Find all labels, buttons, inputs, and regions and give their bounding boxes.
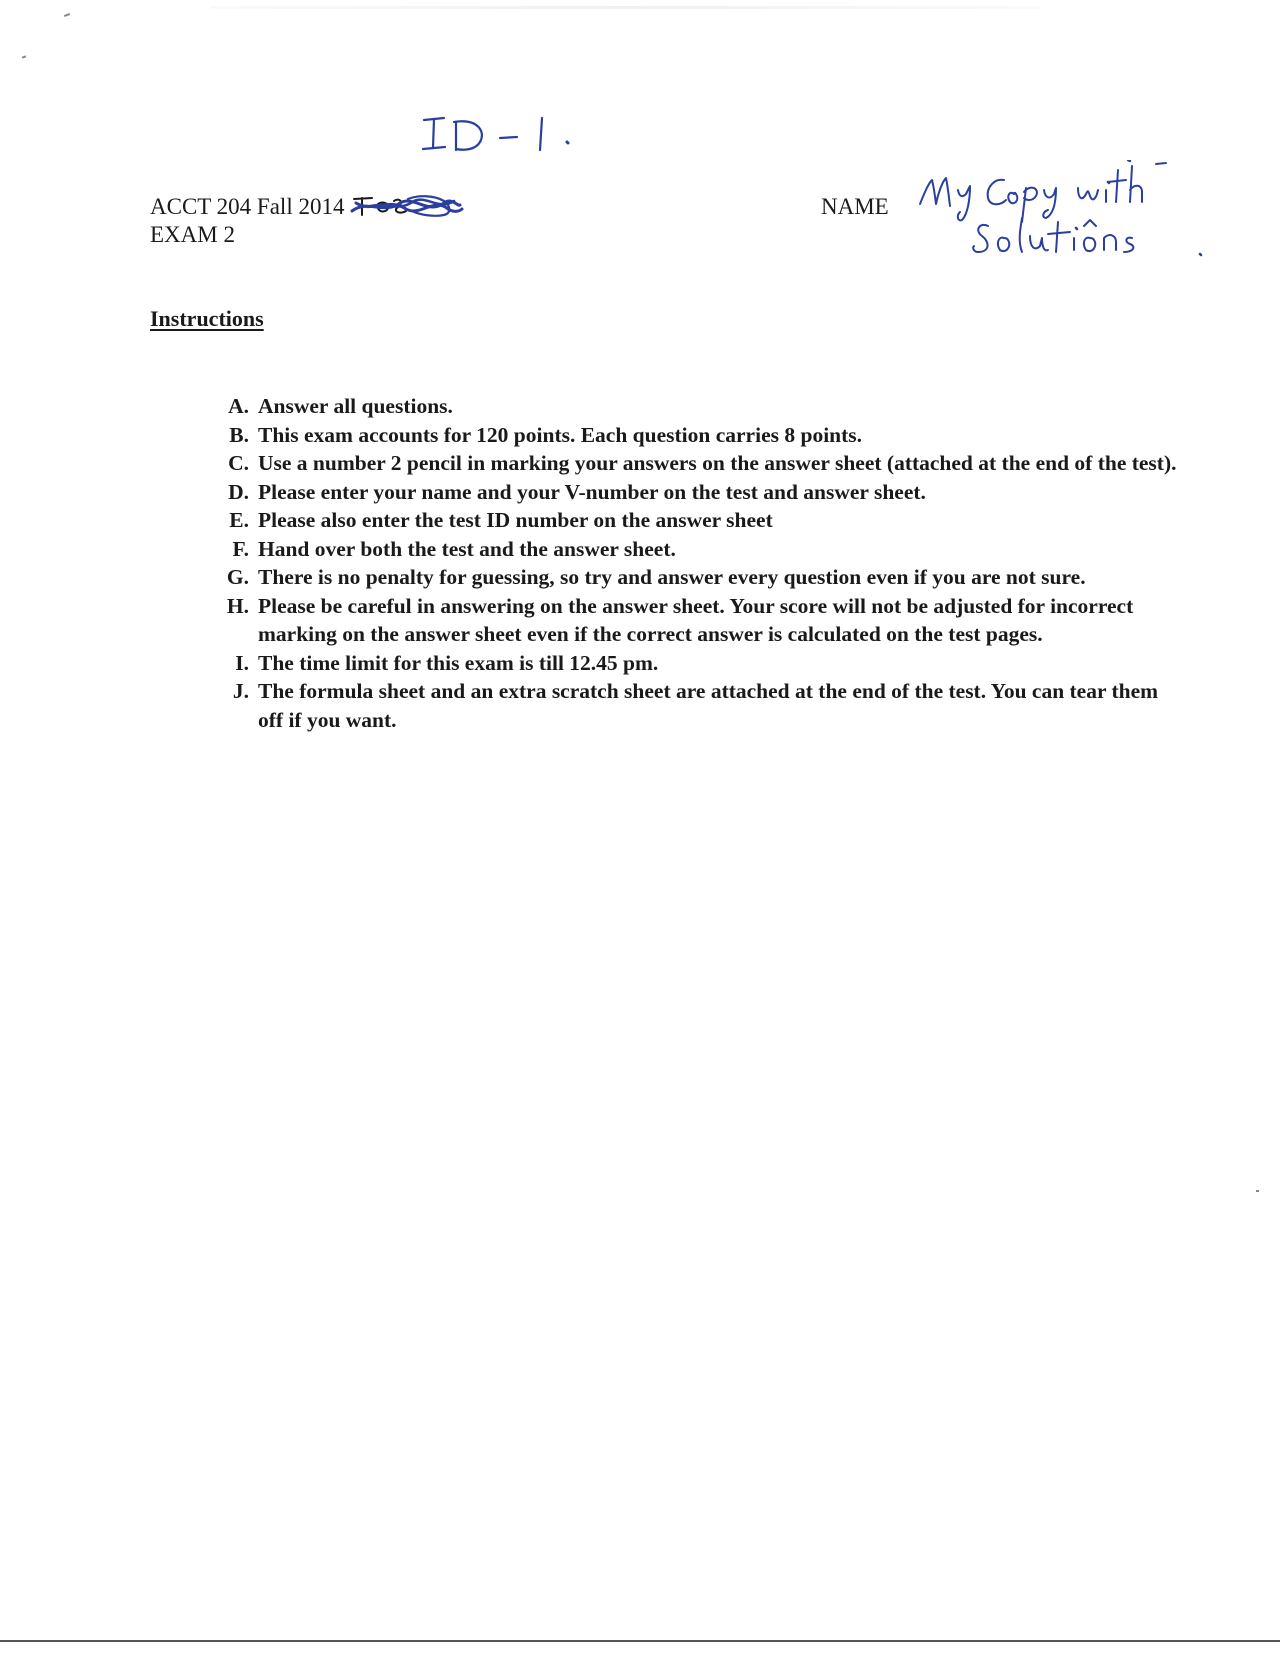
instruction-letter: A. — [228, 394, 249, 418]
instruction-text: Please be careful in answering on the answer sheet. Your score will not be adjusted for incorrect marking on the answer sheet even if the correct answer is calculated on the test pages. — [258, 593, 1134, 646]
instruction-text: Use a number 2 pencil in marking your answers on the answer sheet (attached at the end of the test). — [258, 451, 1177, 475]
handwritten-test-id — [420, 112, 580, 167]
scan-speck — [1256, 1190, 1259, 1192]
course-line — [150, 193, 466, 221]
instruction-text: This exam accounts for 120 points. Each question carries 8 points. — [258, 422, 863, 447]
scan-artifact-top — [210, 6, 1040, 9]
instruction-text: Please enter your name and your V-number on the test and answer sheet. — [258, 479, 926, 504]
instruction-letter: D. — [228, 479, 249, 504]
scan-speck — [22, 55, 26, 58]
instruction-item — [218, 535, 1188, 564]
instruction-item — [218, 421, 1188, 450]
instruction-item — [218, 592, 1188, 649]
instruction-text: The time limit for this exam is till 12.45 pm. — [258, 650, 659, 675]
instruction-text: Hand over both the test and the answer sheet. — [258, 536, 676, 561]
instructions-title: Instructions — [150, 306, 264, 331]
instruction-item — [218, 478, 1188, 507]
instruction-item — [218, 649, 1188, 678]
instruction-item — [218, 677, 1188, 734]
instruction-item — [218, 563, 1188, 592]
instruction-letter: H. — [226, 593, 249, 618]
instruction-letter: E. — [229, 508, 249, 532]
instruction-text: The formula sheet and an extra scratch sheet are attached at the end of the test. You can tear them off if you want. — [258, 679, 1159, 732]
instruction-text: Please also enter the test ID number on the answer sheet — [258, 508, 773, 532]
instruction-letter: C. — [228, 451, 249, 475]
instruction-letter: F. — [232, 536, 249, 561]
instruction-item — [218, 449, 1188, 478]
instructions-list — [218, 392, 1188, 734]
instruction-item — [218, 392, 1188, 421]
instruction-letter: J. — [232, 679, 249, 703]
name-label: NAME — [821, 194, 889, 219]
instruction-item — [218, 506, 1188, 535]
course-header — [150, 193, 466, 249]
scribble-strike-icon — [348, 193, 466, 219]
instruction-letter: B. — [229, 422, 249, 447]
handwritten-name-note — [918, 160, 1218, 275]
scan-artifact-bottom — [0, 1640, 1280, 1642]
handwritten-name-svg — [918, 160, 1218, 270]
handwritten-id-svg — [420, 112, 580, 162]
course-title: ACCT 204 Fall 2014 — [150, 194, 345, 219]
scan-speck — [64, 13, 70, 17]
instruction-text: Answer all questions. — [258, 394, 453, 418]
instruction-letter: I. — [235, 650, 249, 675]
instruction-letter: G. — [226, 565, 249, 589]
exam-title: EXAM 2 — [150, 222, 235, 247]
instruction-text: There is no penalty for guessing, so try and answer every question even if you are not sure. — [258, 565, 1086, 589]
